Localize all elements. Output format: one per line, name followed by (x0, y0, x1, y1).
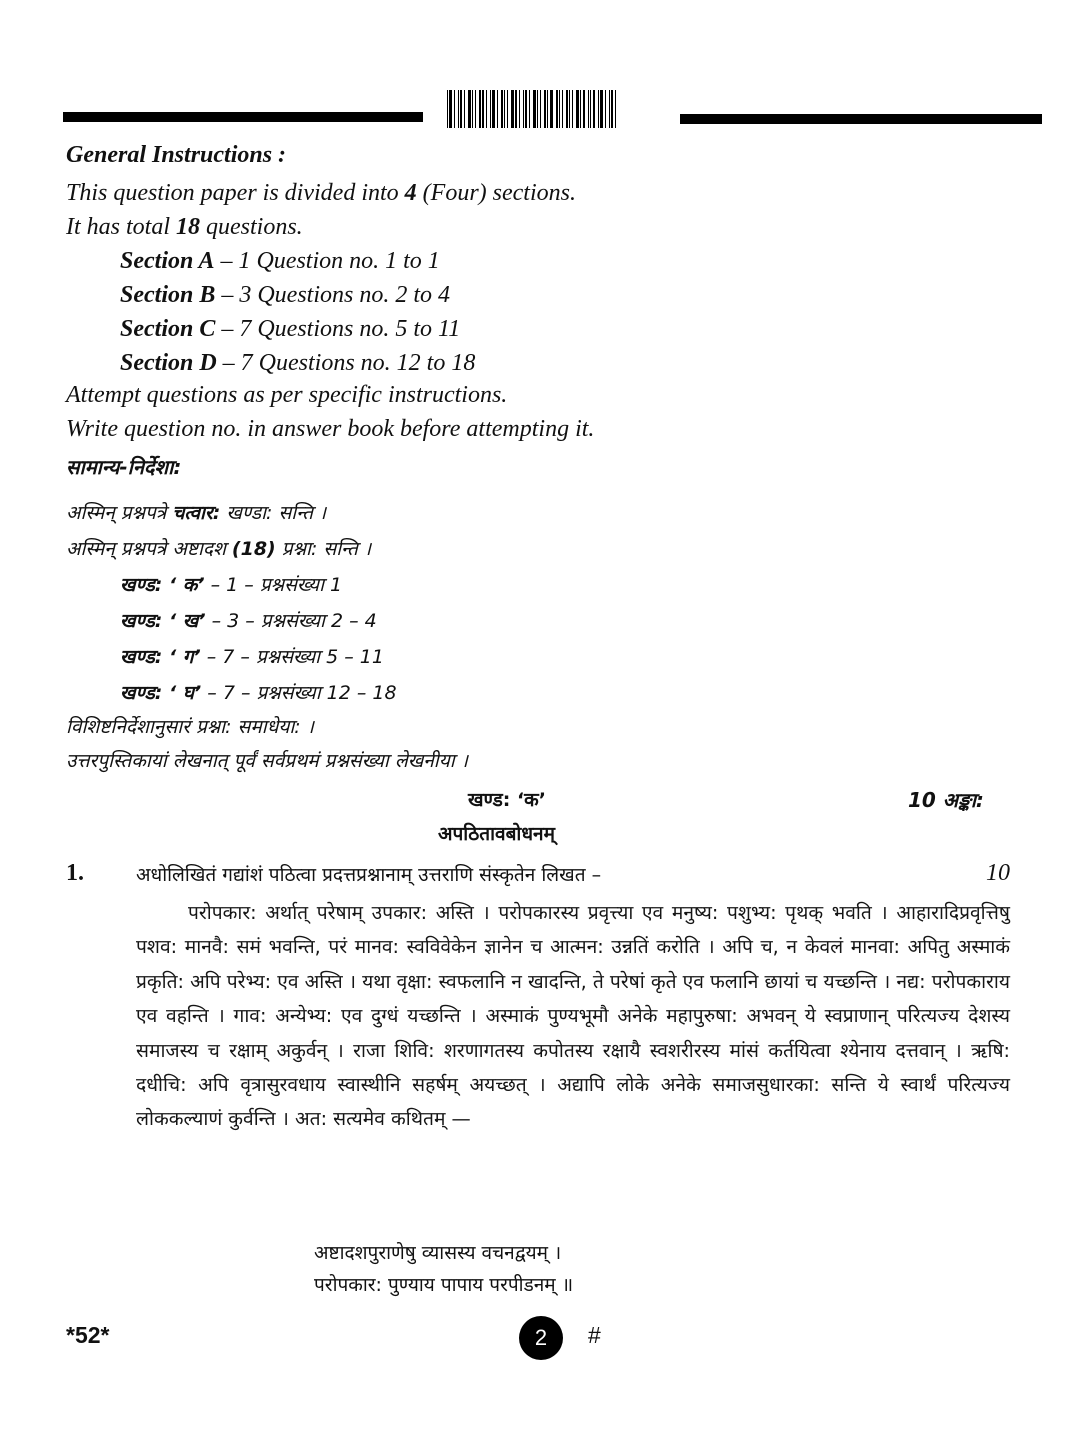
hi-section-kha-line: खण्ड: ‘ ख’ – 3 – प्रश्नसंख्या 2 – 4 (120, 610, 377, 632)
question-prompt: अधोलिखितं गद्यांशं पठित्वा प्रदत्तप्रश्नानाम् उत्तराणि संस्कृतेन लिखत – (136, 864, 602, 886)
header-rule-right (680, 114, 1042, 124)
hi-instruction-attempt: विशिष्टनिर्देशानुसारं प्रश्ना: समाधेया: । (66, 716, 314, 738)
hi-section-ga-line: खण्ड: ‘ ग’ – 7 – प्रश्नसंख्या 5 – 11 (120, 646, 384, 668)
section-a-marks: 10 अङ्का: (908, 788, 984, 812)
samanya-nirdesha-title: सामान्य-निर्देशा: (66, 455, 182, 479)
page-number-badge (519, 1316, 563, 1360)
paper-code: *52* (66, 1322, 110, 1348)
instruction-line-sections: This question paper is divided into 4 (Four) sections. (66, 180, 576, 206)
instruction-line-total: It has total 18 questions. (66, 214, 303, 240)
instruction-attempt: Attempt questions as per specific instructions. (66, 382, 508, 408)
hi-instruction-sections: अस्मिन् प्रश्नपत्रे चत्वार: खण्डा: सन्ति । (66, 502, 327, 524)
page-number: 2 (534, 1325, 548, 1350)
section-a-heading: खण्ड: ‘क’ (468, 789, 546, 811)
hi-instruction-write-qno: उत्तरपुस्तिकायां लेखनात् पूर्वं सर्वप्रथमं प्रश्नसंख्या लेखनीया । (66, 750, 468, 772)
header-rule-left (63, 112, 423, 122)
unseen-passage: परोपकार: अर्थात् परेषाम् उपकार: अस्ति । परोपकारस्य प्रवृत्त्या एव मनुष्य: पशुभ्य: पृथक् भवति । आहारादिप्रवृत्तिषु पशव: मानवै: समं भवन्ति, परं मानव: स्वविवेकेन ज्ञानेन च आत्मन: उन्नतिं करोति । अपि च, न केवलं मानवा: अपितु अस्माकं प्रकृति: अपि परेभ्य: एव अस्ति । यथा वृक्षा: स्वफलानि न खादन्ति, ते परेषां कृते एव फलानि छायां च यच्छन्ति । नद्य: परोपकाराय एव वहन्ति । गाव: अन्येभ्य: एव दुग्धं यच्छन्ति । अस्माकं पुण्यभूमौ अनेके महापुरुषा: अभवन् ये स्वप्राणान् परित्यज्य देशस्य समाजस्य च रक्षाम् अकुर्वन् । राजा शिवि: शरणागतस्य कपोतस्य रक्षायै स्वशरीरस्य मांसं कर्तयित्वा श्येनाय दत्तवान् । ऋषि: दधीचि: अपि वृत्रासुरवधाय स्वास्थीनि सहर्षम् अयच्छत् । अद्यापि लोके अनेके समाजसुधारका: सन्ति ये स्वार्थं परित्यज्य लोककल्याणं कुर्वन्ति । अत: सत्यमेव कथितम् — (136, 901, 1010, 1131)
section-a-line: Section A – 1 Question no. 1 to 1 (120, 248, 440, 274)
barcode-icon (447, 90, 661, 128)
hi-instruction-total: अस्मिन् प्रश्नपत्रे अष्टादश (18) प्रश्ना: सन्ति । (66, 538, 372, 560)
general-instructions-title: General Instructions : (66, 142, 287, 168)
question-marks: 10 (986, 860, 1010, 886)
verse-line-2: परोपकार: पुण्याय पापाय परपीडनम् ॥ (314, 1274, 574, 1296)
instruction-write-qno: Write question no. in answer book before attempting it. (66, 416, 595, 442)
section-d-line: Section D – 7 Questions no. 12 to 18 (120, 350, 476, 376)
question-number: 1. (66, 860, 84, 886)
section-c-line: Section C – 7 Questions no. 5 to 11 (120, 316, 461, 342)
hi-section-gha-line: खण्ड: ‘ घ’ – 7 – प्रश्नसंख्या 12 – 18 (120, 682, 397, 704)
hash-symbol: # (588, 1322, 601, 1348)
verse-line-1: अष्टादशपुराणेषु व्यासस्य वचनद्वयम् । (314, 1242, 562, 1264)
section-a-subheading: अपठितावबोधनम् (438, 823, 555, 845)
section-b-line: Section B – 3 Questions no. 2 to 4 (120, 282, 451, 308)
hi-section-ka-line: खण्ड: ‘ क’ – 1 – प्रश्नसंख्या 1 (120, 574, 343, 596)
